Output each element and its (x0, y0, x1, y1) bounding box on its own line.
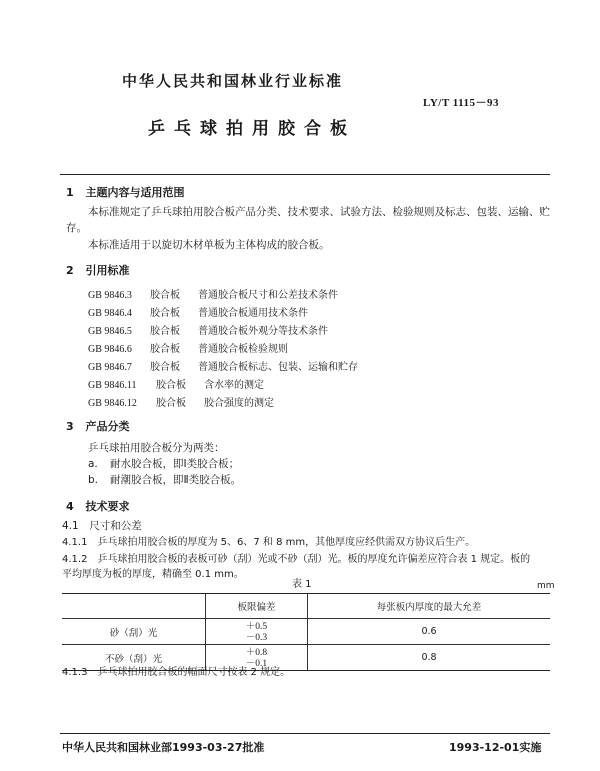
table-1 (62, 593, 550, 671)
reference-item: GB 9846.7 胶合板 普通胶合板标志、包装、运输和贮存 (88, 362, 358, 373)
table-cell: 0.6 (308, 619, 551, 645)
clause-4-1-1: 4.1.1 乒乓球拍用胶合板的厚度为 5、6、7 和 8 mm，其他厚度应经供需双方协议后生产。 (62, 537, 476, 548)
table-cell: 0.8 (308, 645, 551, 671)
table-cell: ＋0.8 －0.1 (206, 645, 308, 671)
section-3-title: 产品分类 (85, 420, 130, 433)
footer-divider (60, 733, 550, 734)
header-divider (60, 174, 550, 175)
table-cell: 砂（刮）光 (62, 619, 206, 645)
section-1-number: 1 (66, 186, 74, 199)
section-4-heading (66, 498, 130, 514)
section-2-number: 2 (66, 264, 74, 277)
table-cell: 不砂（刮）光 (62, 645, 206, 671)
section-3-number: 3 (66, 420, 74, 433)
section-3-intro: 乒乓球拍用胶合板分为两类： (88, 442, 225, 454)
table-header-row (62, 594, 550, 619)
section-3-heading (66, 418, 130, 434)
section-1-title: 主题内容与适用范围 (85, 186, 185, 199)
standard-code: LY/T 1115－93 (423, 97, 500, 109)
clause-4-1-2-line1: 4.1.2 乒乓球拍用胶合板的表板可砂（刮）光或不砂（刮）光。板的厚度允许偏差应符合表 1 规定。板的 (62, 554, 531, 565)
list-item: b. 耐潮胶合板，即Ⅱ类胶合板。 (88, 474, 242, 486)
clause-4-1-2-line2: 平均厚度为板的厚度，精确至 0.1 mm。 (62, 569, 244, 580)
table-row (62, 619, 550, 645)
clause-4-1: 4.1 尺寸和公差 (62, 520, 142, 532)
reference-item: GB 9846.6 胶合板 普通胶合板检验规则 (88, 344, 288, 355)
section-1-para1-line1: 本标准规定了乒乓球拍用胶合板产品分类、技术要求、试验方法、检验规则及标志、包装、运输、贮 (88, 206, 550, 218)
table-cell: ＋0.5 －0.3 (206, 619, 308, 645)
section-4-title: 技术要求 (85, 500, 130, 513)
section-1-para1-line2: 存。 (66, 222, 87, 234)
section-2-title: 引用标准 (85, 264, 130, 277)
section-4-number: 4 (66, 500, 74, 513)
document-title: 乒乓球拍用胶合板 (148, 119, 356, 139)
table-1-unit: mm (537, 581, 555, 591)
standard-category: 中华人民共和国林业行业标准 (122, 72, 344, 90)
table-header-cell: 板限偏差 (206, 594, 308, 619)
table-header-cell: 每张板内厚度的最大允差 (308, 594, 551, 619)
clause-4-1-3: 4.1.3 乒乓球拍用胶合板的幅面尺寸按表 2 规定。 (62, 667, 291, 678)
reference-item: GB 9846.11 胶合板 含水率的测定 (88, 380, 264, 391)
section-1-heading (66, 184, 185, 200)
reference-item: GB 9846.3 胶合板 普通胶合板尺寸和公差技术条件 (88, 290, 338, 301)
reference-item: GB 9846.4 胶合板 普通胶合板通用技术条件 (88, 308, 308, 319)
list-item: a. 耐水胶合板，即Ⅰ类胶合板； (88, 458, 240, 470)
section-2-heading (66, 262, 130, 278)
implementation-date: 1993-12-01实施 (449, 741, 542, 754)
section-1-para2: 本标准适用于以旋切木材单板为主体构成的胶合板。 (88, 239, 330, 251)
reference-item: GB 9846.12 胶合板 胶合强度的测定 (88, 398, 274, 409)
reference-item: GB 9846.5 胶合板 普通胶合板外观分等技术条件 (88, 326, 328, 337)
table-header-cell (62, 594, 206, 619)
table-1-caption: 表 1 (292, 579, 312, 590)
approval-note: 中华人民共和国林业部1993-03-27批准 (62, 741, 265, 754)
